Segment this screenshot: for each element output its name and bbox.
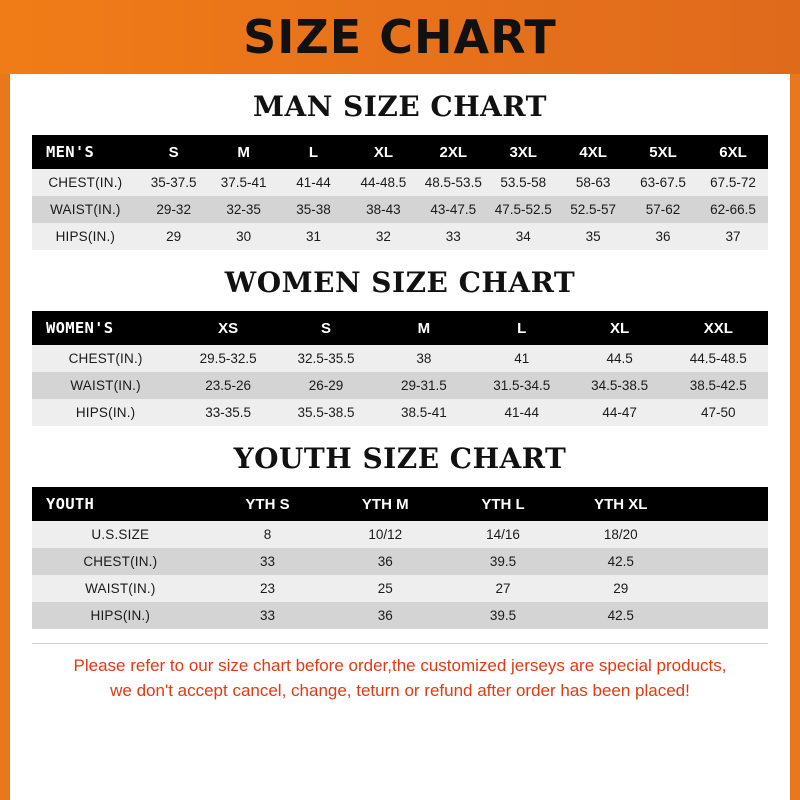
- col-header-xl: XL: [348, 135, 418, 169]
- cell: 44.5-48.5: [669, 345, 768, 372]
- cell: 36: [326, 602, 444, 629]
- header-banner: [0, 0, 800, 74]
- cell: 32: [348, 223, 418, 250]
- cell: 43-47.5: [418, 196, 488, 223]
- table-row: [32, 521, 768, 548]
- col-header-xl: XL: [571, 311, 669, 345]
- cell: 53.5-58: [488, 169, 558, 196]
- cell: 52.5-57: [558, 196, 628, 223]
- women-size-table: [32, 311, 768, 426]
- cell: 34.5-38.5: [571, 372, 669, 399]
- col-header-yth-l: YTH L: [444, 487, 562, 521]
- cell: 37.5-41: [209, 169, 279, 196]
- cell: 18/20: [562, 521, 680, 548]
- cell: 38: [375, 345, 473, 372]
- row-label-chest: CHEST(IN.): [32, 345, 179, 372]
- table-row: [32, 399, 768, 426]
- row-label-hips: HIPS(IN.): [32, 223, 139, 250]
- table-row: [32, 345, 768, 372]
- col-header-l: L: [279, 135, 349, 169]
- cell: 35.5-38.5: [277, 399, 375, 426]
- table-row: [32, 575, 768, 602]
- col-header-6xl: 6XL: [698, 135, 768, 169]
- cell: 41-44: [279, 169, 349, 196]
- cell: 10/12: [326, 521, 444, 548]
- cell: 44-48.5: [348, 169, 418, 196]
- footer-line-2: we don't accept cancel, change, teturn or refund after order has been placed!: [110, 680, 690, 700]
- cell: 8: [209, 521, 327, 548]
- cell: 29: [562, 575, 680, 602]
- cell: 29: [139, 223, 209, 250]
- cell: 31: [279, 223, 349, 250]
- cell: 30: [209, 223, 279, 250]
- cell: 44-47: [571, 399, 669, 426]
- footer-disclaimer: [32, 643, 768, 703]
- col-header-5xl: 5XL: [628, 135, 698, 169]
- row-label-hips: HIPS(IN.): [32, 399, 179, 426]
- col-header-women-label: WOMEN'S: [32, 311, 179, 345]
- cell: 29-31.5: [375, 372, 473, 399]
- cell: 48.5-53.5: [418, 169, 488, 196]
- cell: 62-66.5: [698, 196, 768, 223]
- col-header-4xl: 4XL: [558, 135, 628, 169]
- cell-spacer: [680, 521, 768, 548]
- col-header-yth-xl: YTH XL: [562, 487, 680, 521]
- men-size-table: [32, 135, 768, 250]
- cell: 23.5-26: [179, 372, 277, 399]
- cell: 38.5-41: [375, 399, 473, 426]
- cell: 36: [628, 223, 698, 250]
- row-label-hips: HIPS(IN.): [32, 602, 209, 629]
- cell-spacer: [680, 575, 768, 602]
- cell: 58-63: [558, 169, 628, 196]
- youth-size-table: [32, 487, 768, 629]
- cell: 41: [473, 345, 571, 372]
- cell: 47-50: [669, 399, 768, 426]
- table-row: [32, 223, 768, 250]
- cell: 23: [209, 575, 327, 602]
- row-label-us-size: U.S.SIZE: [32, 521, 209, 548]
- col-header-xxl: XXL: [669, 311, 768, 345]
- section-title-youth: YOUTH SIZE CHART: [233, 442, 567, 475]
- cell: 29.5-32.5: [179, 345, 277, 372]
- col-header-spacer: [680, 487, 768, 521]
- cell: 39.5: [444, 602, 562, 629]
- cell: 33: [418, 223, 488, 250]
- cell: 63-67.5: [628, 169, 698, 196]
- cell: 31.5-34.5: [473, 372, 571, 399]
- cell: 41-44: [473, 399, 571, 426]
- col-header-3xl: 3XL: [488, 135, 558, 169]
- col-header-xs: XS: [179, 311, 277, 345]
- footer-line-1: Please refer to our size chart before order,the customized jerseys are special products,: [73, 656, 727, 675]
- section-title-women: WOMEN SIZE CHART: [224, 266, 576, 299]
- cell: 35: [558, 223, 628, 250]
- table-header-row: [32, 311, 768, 345]
- col-header-s: S: [139, 135, 209, 169]
- table-header-row: [32, 487, 768, 521]
- cell: 47.5-52.5: [488, 196, 558, 223]
- table-row: [32, 169, 768, 196]
- col-header-youth-label: YOUTH: [32, 487, 209, 521]
- table-row: [32, 372, 768, 399]
- col-header-m: M: [209, 135, 279, 169]
- cell: 32.5-35.5: [277, 345, 375, 372]
- cell: 25: [326, 575, 444, 602]
- cell: 33-35.5: [179, 399, 277, 426]
- table-row: [32, 602, 768, 629]
- cell: 26-29: [277, 372, 375, 399]
- row-label-chest: CHEST(IN.): [32, 169, 139, 196]
- cell: 33: [209, 548, 327, 575]
- cell: 38.5-42.5: [669, 372, 768, 399]
- row-label-waist: WAIST(IN.): [32, 575, 209, 602]
- row-label-chest: CHEST(IN.): [32, 548, 209, 575]
- cell: 42.5: [562, 548, 680, 575]
- cell-spacer: [680, 602, 768, 629]
- table-row: [32, 196, 768, 223]
- row-label-waist: WAIST(IN.): [32, 196, 139, 223]
- cell: 14/16: [444, 521, 562, 548]
- col-header-l: L: [473, 311, 571, 345]
- col-header-m: M: [375, 311, 473, 345]
- cell: 33: [209, 602, 327, 629]
- cell: 36: [326, 548, 444, 575]
- table-row: [32, 548, 768, 575]
- col-header-men-label: MEN'S: [32, 135, 139, 169]
- cell: 32-35: [209, 196, 279, 223]
- cell: 27: [444, 575, 562, 602]
- cell: 37: [698, 223, 768, 250]
- row-label-waist: WAIST(IN.): [32, 372, 179, 399]
- page-title: SIZE CHART: [243, 10, 557, 64]
- cell: 29-32: [139, 196, 209, 223]
- col-header-s: S: [277, 311, 375, 345]
- cell: 35-38: [279, 196, 349, 223]
- cell: 39.5: [444, 548, 562, 575]
- cell: 34: [488, 223, 558, 250]
- cell: 67.5-72: [698, 169, 768, 196]
- col-header-2xl: 2XL: [418, 135, 488, 169]
- table-header-row: [32, 135, 768, 169]
- cell: 44.5: [571, 345, 669, 372]
- cell: 57-62: [628, 196, 698, 223]
- cell: 38-43: [348, 196, 418, 223]
- col-header-yth-m: YTH M: [326, 487, 444, 521]
- section-title-men: MAN SIZE CHART: [253, 90, 547, 123]
- cell-spacer: [680, 548, 768, 575]
- cell: 42.5: [562, 602, 680, 629]
- cell: 35-37.5: [139, 169, 209, 196]
- content-area: [10, 90, 790, 703]
- col-header-yth-s: YTH S: [209, 487, 327, 521]
